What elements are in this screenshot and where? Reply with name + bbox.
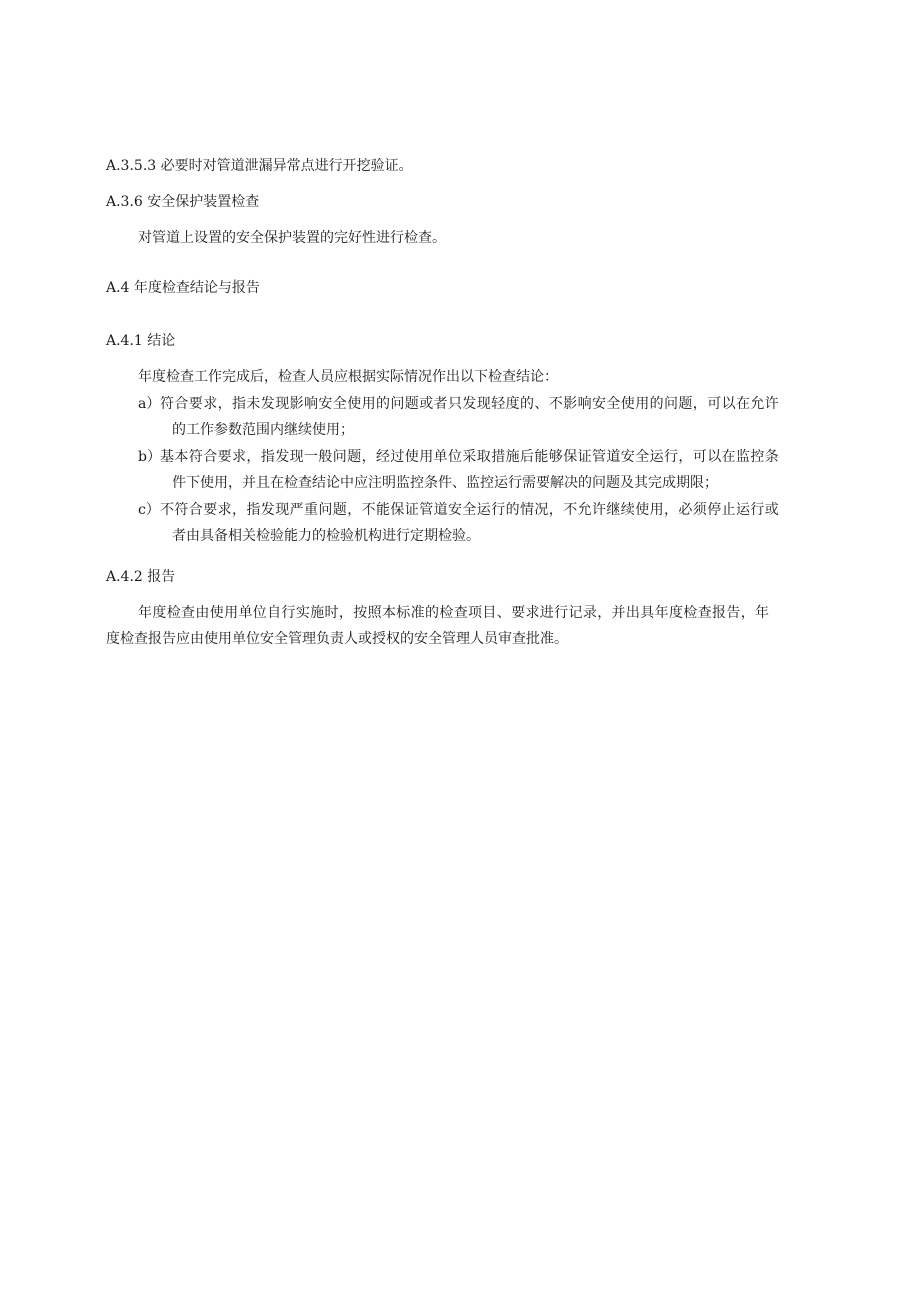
clause-a41-heading: A.4.1 结论: [106, 333, 176, 349]
clause-a353-text: A.3.5.3 必要时对管道泄漏异常点进行开挖验证。: [106, 158, 413, 174]
paragraph-line-2: 度检查报告应由使用单位安全管理负责人或授权的安全管理人员审查批准。: [106, 631, 568, 647]
list-marker: c）: [138, 502, 160, 518]
list-marker: a）: [138, 396, 161, 412]
clause-a42-heading: A.4.2 报告: [106, 569, 176, 585]
list-item-line-2: 件下使用，并且在检查结论中应注明监控条件、监控运行需要解决的问题及其完成期限；: [172, 475, 718, 491]
list-item-line-1: 基本符合要求，指发现一般问题，经过使用单位采取措施后能够保证管道安全运行，可以在监控条: [160, 449, 780, 465]
list-marker: b）: [138, 449, 161, 465]
list-item-line-1: 符合要求，指未发现影响安全使用的问题或者只发现轻度的、不影响安全使用的问题，可以在允许: [160, 396, 780, 412]
clause-a36-heading: A.3.6 安全保护装置检查: [106, 194, 260, 210]
section-a4-heading: A.4 年度检查结论与报告: [106, 280, 260, 296]
list-item-line-2: 的工作参数范围内继续使用；: [172, 422, 354, 438]
list-item-line-1: 不符合要求，指发现严重问题，不能保证管道安全运行的情况，不允许继续使用，必须停止运行或: [160, 502, 780, 518]
list-item-line-2: 者由具备相关检验能力的检验机构进行定期检验。: [172, 528, 480, 544]
paragraph-line-1: 年度检查由使用单位自行实施时，按照本标准的检查项目、要求进行记录，并出具年度检查报告，年: [138, 605, 770, 621]
clause-a36-body: 对管道上设置的安全保护装置的完好性进行检查。: [138, 230, 446, 246]
clause-a41-intro: 年度检查工作完成后，检查人员应根据实际情况作出以下检查结论：: [138, 369, 558, 385]
